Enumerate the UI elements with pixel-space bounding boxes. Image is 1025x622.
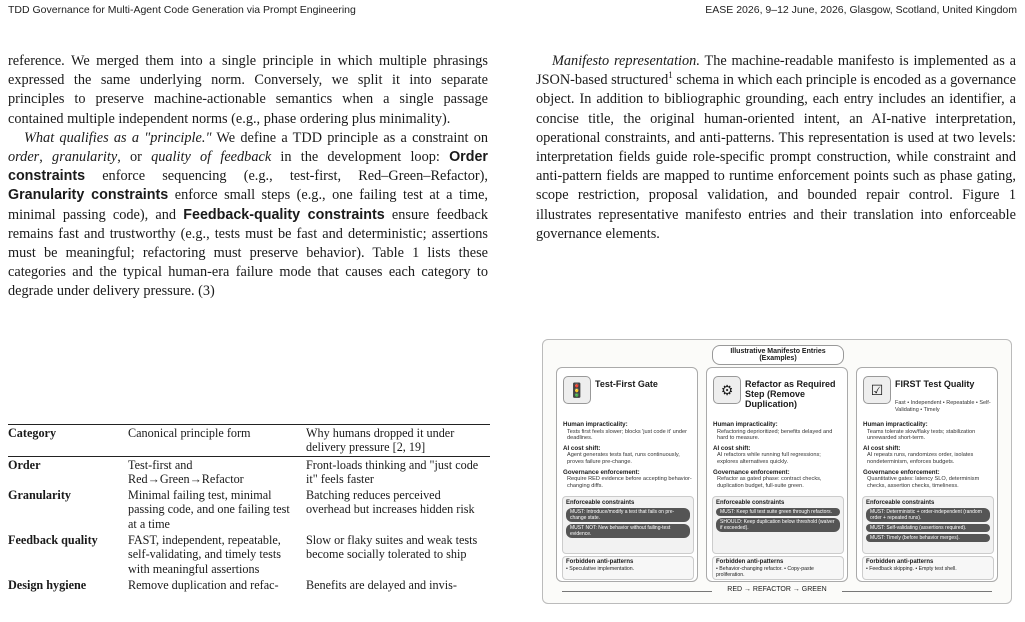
left-column [8, 52, 488, 302]
constraint-pill: MUST: Deterministic + order-independent (random order + repeated runs). [866, 508, 990, 522]
anti-patterns-box [712, 556, 844, 580]
bullet-text: Teams tolerate slow/flaky tests; stabilization unrewarded short-term. [867, 428, 976, 442]
bullet-text: AI refactors while running full regressions; explores alternatives quickly. [717, 452, 821, 465]
enforceable-constraints-box [862, 496, 994, 554]
bullet-text: Refactoring deprioritized; benefits delayed and hard to measure. [717, 428, 833, 442]
table-cell: Front-loads thinking and "just code it" feels faster [306, 457, 479, 486]
constraint-pill: MUST NOT: New behavior without failing-test evidence. [566, 524, 690, 538]
bullet-heading: Human impracticality: [863, 421, 928, 428]
box-heading: Enforceable constraints [566, 500, 635, 506]
header-principle-form: Canonical principle form [128, 426, 251, 440]
bullet-text: Require RED evidence before accepting behavior-changing diffs. [567, 476, 692, 489]
footnote-marker: 1 [668, 70, 673, 81]
bullet-heading: AI cost shift: [563, 444, 601, 452]
table-cell: FAST, independent, repeatable, self-validating, and timely tests with meaningful assertions [128, 533, 281, 576]
box-heading: Forbidden anti-patterns [566, 559, 634, 565]
text-run: ensure feedback remains fast and trustworthy (e.g., tests must be fast and deterministic; assertions must be meaningful; refactoring must preserve behavior). Table 1 lists these categories and the typical human-era failure mode that causes each category to degrade under delivery pressure. (3) [8, 206, 488, 300]
table-cell: Design hygiene [8, 577, 87, 592]
box-heading: Enforceable constraints [866, 500, 935, 506]
bullet-heading: AI cost shift: [863, 444, 901, 452]
header-why-dropped: Why humans dropped it under delivery pressure [2, 19] [306, 426, 455, 455]
bullet-text: Tests first feels slower; blocks 'just code it' under deadlines. [567, 428, 687, 442]
constraint-pill: MUST: Self-validating (assertions required). [866, 524, 990, 532]
table-row [8, 577, 490, 593]
text-run: , or [117, 149, 152, 166]
anti-patterns-box [862, 556, 994, 580]
anti-pattern-text: • Speculative implementation. [566, 566, 635, 572]
bullet-text: Quantitative gates: latency SLO, determinism checks, assertion checks, timeliness. [867, 476, 980, 489]
bullet-text: AI repeats runs, randomizes order, isolates nondeterminism, enforces budgets. [867, 452, 974, 465]
table-cell: Feedback quality [8, 533, 98, 548]
panel-body [863, 418, 993, 489]
panel-body [713, 418, 843, 489]
box-heading: Forbidden anti-patterns [716, 559, 784, 565]
bullet-heading: Governance enforcement: [713, 468, 790, 476]
paragraph-principle-definition [8, 129, 488, 302]
panel-body [563, 418, 693, 489]
bullet-heading: AI cost shift: [713, 444, 751, 452]
table-cell: Batching reduces perceived overhead but increases hidden risk [306, 488, 475, 517]
table-cell: Slow or flaky suites and weak tests become socially tolerated to ship [306, 533, 478, 562]
table-row [8, 532, 490, 577]
panel-subtitle: Fast • Independent • Repeatable • Self-Validating • Timely [895, 400, 991, 413]
manifesto-panel [856, 367, 998, 582]
running-header-right: EASE 2026, 9–12 June, 2026, Glasgow, Scotland, United Kingdom [705, 4, 1017, 16]
table-row [8, 487, 490, 532]
text-run: enforce small steps (e.g., one failing test at a time, minimal passing code), and [8, 187, 489, 223]
flow-label: RED → REFACTOR → GREEN [712, 586, 842, 593]
constraint-pill: MUST: Keep full test suite green through refactors. [716, 508, 840, 516]
category-table [8, 424, 490, 593]
enforceable-constraints-box [562, 496, 694, 554]
panel-header [563, 376, 693, 410]
right-column [536, 52, 1016, 244]
constraint-pill: MUST: Timely (before behavior merges). [866, 534, 990, 542]
panel-title: Test-First Gate [595, 379, 658, 389]
anti-patterns-box [562, 556, 694, 580]
figure-1 [542, 339, 1012, 604]
running-header-left: TDD Governance for Multi-Agent Code Generation via Prompt Engineering [8, 4, 356, 16]
text-run: , [39, 149, 53, 166]
bullet-text: Refactor as gated phase: contract checks, duplication budget, full-suite green. [717, 476, 822, 489]
text-run: schema in which each principle is encoded as a governance object. In addition to bibliographic grounding, each entry includes an identifier, a concise title, the original human-oriented intent, an AI-native interpretation, operational constraints, and anti-patterns. This representation is used at two levels: interpretation fields guide role-specific prompt construction, while constraint and anti-pattern fields are mapped to runtime enforcement points such as phase gating, scope restriction, proposal validation, and bounded repair control. Figure 1 illustrates representative manifesto entries and their translation into enforceable governance elements. [536, 72, 1016, 242]
enforceable-constraints-box [712, 496, 844, 554]
bullet-heading: Governance enforcement: [863, 468, 940, 476]
manifesto-panel [706, 367, 848, 582]
table-cell: Remove duplication and refac- [128, 577, 279, 592]
panel-header [863, 376, 993, 413]
text-run: We define a TDD principle as a constraint on [211, 129, 488, 146]
box-heading: Forbidden anti-patterns [866, 559, 934, 565]
manifesto-panel [556, 367, 698, 582]
bullet-heading: Human impracticality: [563, 421, 628, 428]
constraint-pill: MUST: Introduce/modify a test that fails on pre-change state. [566, 508, 690, 522]
table-cell: Test-first and Red→Green→Refactor [128, 457, 244, 486]
table-row [8, 456, 490, 487]
term-quality: quality of feedback [151, 149, 272, 166]
table-cell: Benefits are delayed and invis- [306, 577, 457, 592]
constraint-pill: SHOULD: Keep duplication below threshold (waiver if exceeded). [716, 518, 840, 532]
term-order-constraints: Order constraints [8, 149, 488, 185]
table-header-row [8, 425, 490, 457]
paragraph-merge-split: reference. We merged them into a single principle in which multiple phrasings expressed the same underlying norm. Conversely, we split it into separate principles to preserve machine-actionable semantics when a single passage contained multiple independent norms (e.g., phase ordering plus minimality). [8, 53, 488, 127]
traffic-light-icon: 🚦 [563, 376, 591, 404]
bullet-text: Agent generates tests fast, runs continuously, proves failure pre-change. [567, 452, 680, 465]
table-cell: Minimal failing test, minimal passing code, and one failing test at a time [128, 488, 290, 531]
paragraph-manifesto-representation [536, 52, 1016, 244]
text-run: in the development loop: [271, 149, 450, 166]
bullet-heading: Human impracticality: [713, 421, 778, 428]
paragraph-heading: What qualifies as a "principle." [24, 129, 212, 146]
term-feedback-constraints: Feedback-quality constraints [183, 206, 385, 223]
figure-title: Illustrative Manifesto Entries (Examples) [712, 345, 844, 365]
box-heading: Enforceable constraints [716, 500, 785, 506]
panel-header [713, 376, 843, 410]
paragraph-heading: Manifesto representation. [552, 53, 700, 69]
table-cell: Granularity [8, 488, 71, 503]
checklist-icon: ☑ [863, 376, 891, 404]
term-granularity-constraints: Granularity constraints [8, 187, 169, 204]
gears-icon: ⚙ [713, 376, 741, 404]
term-order: order [8, 149, 40, 166]
term-granularity: granularity [52, 149, 118, 166]
text-run: enforce sequencing (e.g., test-first, Red–Green–Refactor), [85, 168, 488, 185]
panel-title: Refactor as Required Step (Remove Duplication) [745, 379, 836, 409]
anti-pattern-text: • Behavior-changing refactor. • Copy-paste proliferation. [716, 566, 814, 578]
panel-title: FIRST Test Quality [895, 379, 975, 389]
anti-pattern-text: • Feedback skipping. • Empty test shell. [866, 566, 957, 572]
text-run: The machine-readable manifesto is implemented as a JSON-based structured [536, 53, 1016, 89]
table-cell: Order [8, 457, 41, 472]
header-category: Category [8, 426, 57, 440]
bullet-heading: Governance enforcement: [563, 468, 640, 476]
